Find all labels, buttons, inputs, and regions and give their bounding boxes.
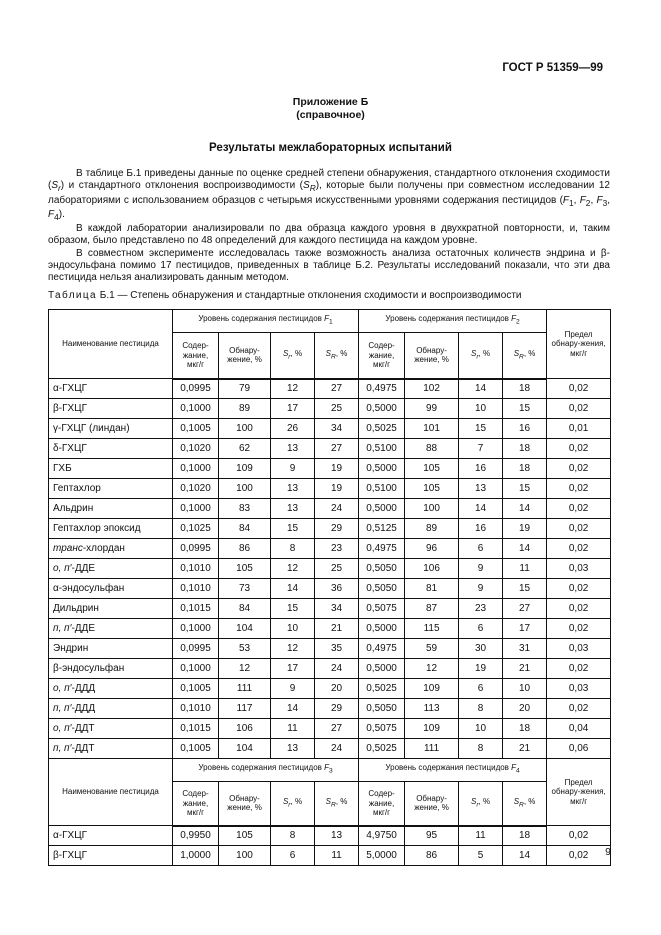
value-cell: 24: [315, 739, 359, 759]
pesticide-name-cell: α-ГХЦГ: [49, 826, 173, 846]
value-cell: 0,5100: [359, 439, 405, 459]
table-caption-text: Б.1 — Степень обнаружения и стандартные отклонения сходимости и воспроизводимости: [97, 290, 522, 301]
paragraph-1: В таблице Б.1 приведены данные по оценке средней степени обнаружения, стандартного отклонения сходимости $(S_r)$ и стандартного отклонения воспроизводимости $(S_R)$, которые были получены при совместном исследовании 12 лабораториями с использованием образцов с четырьмя искусственными уровнями содержания пестицидов ($F_1$, $F_2$, $F_3$, $F_4$).: [48, 168, 610, 222]
value-cell: 14: [503, 499, 547, 519]
value-cell: 0,4975: [359, 639, 405, 659]
value-cell: 27: [503, 599, 547, 619]
value-cell: 0,1000: [173, 399, 219, 419]
value-cell: 13: [271, 439, 315, 459]
value-cell: 0,1000: [173, 459, 219, 479]
value-cell: 0,02: [547, 826, 611, 846]
table-row: [49, 459, 611, 479]
value-cell: 117: [219, 699, 271, 719]
pesticide-name-cell: п, п′-ДДЕ: [49, 619, 173, 639]
value-cell: 109: [405, 719, 459, 739]
value-cell: 27: [315, 719, 359, 739]
value-cell: 83: [219, 499, 271, 519]
header-level-f4: Уровень содержания пестицидов $F_4$: [359, 759, 547, 782]
results-table: [48, 309, 611, 866]
value-cell: 13: [271, 499, 315, 519]
value-cell: 13: [315, 826, 359, 846]
value-cell: 0,02: [547, 659, 611, 679]
value-cell: 0,1020: [173, 479, 219, 499]
value-cell: 0,02: [547, 699, 611, 719]
value-cell: 0,02: [547, 539, 611, 559]
value-cell: 0,1000: [173, 499, 219, 519]
header-detection-limit: Предел обнару-жения, мкг/г: [547, 310, 611, 379]
value-cell: 24: [315, 499, 359, 519]
value-cell: 0,5025: [359, 739, 405, 759]
value-cell: 14: [459, 499, 503, 519]
value-cell: 1,0000: [173, 846, 219, 866]
value-cell: 100: [219, 846, 271, 866]
value-cell: 81: [405, 579, 459, 599]
pesticide-name-cell: γ-ГХЦГ (линдан): [49, 419, 173, 439]
value-cell: 12: [271, 559, 315, 579]
value-cell: 0,5000: [359, 619, 405, 639]
value-cell: 0,4975: [359, 379, 405, 399]
value-cell: 0,1000: [173, 619, 219, 639]
value-cell: 0,5050: [359, 559, 405, 579]
header-SR: $S_R$, %: [503, 333, 547, 379]
table-row: [49, 539, 611, 559]
value-cell: 14: [503, 539, 547, 559]
value-cell: 0,1005: [173, 739, 219, 759]
pesticide-name-cell: α-эндосульфан: [49, 579, 173, 599]
value-cell: 59: [405, 639, 459, 659]
value-cell: 89: [219, 399, 271, 419]
value-cell: 0,1010: [173, 559, 219, 579]
table-row: [49, 579, 611, 599]
header-detection: Обнару-жение, %: [405, 782, 459, 826]
value-cell: 6: [459, 539, 503, 559]
value-cell: 100: [405, 499, 459, 519]
value-cell: 89: [405, 519, 459, 539]
value-cell: 106: [405, 559, 459, 579]
header-sr: $S_r$, %: [271, 782, 315, 826]
value-cell: 0,02: [547, 619, 611, 639]
value-cell: 0,06: [547, 739, 611, 759]
appendix-title: Приложение Б: [292, 96, 369, 108]
value-cell: 0,0995: [173, 379, 219, 399]
pesticide-name-cell: п, п′-ДДТ: [49, 739, 173, 759]
pesticide-name-cell: Эндрин: [49, 639, 173, 659]
value-cell: 34: [315, 419, 359, 439]
value-cell: 0,0995: [173, 639, 219, 659]
value-cell: 9: [459, 579, 503, 599]
value-cell: 26: [271, 419, 315, 439]
header-sr: $S_r$, %: [271, 333, 315, 379]
value-cell: 84: [219, 519, 271, 539]
value-cell: 12: [219, 659, 271, 679]
value-cell: 84: [219, 599, 271, 619]
pesticide-name-cell: о, п′-ДДД: [49, 679, 173, 699]
table-row: [49, 599, 611, 619]
value-cell: 0,02: [547, 479, 611, 499]
value-cell: 10: [459, 399, 503, 419]
value-cell: 10: [459, 719, 503, 739]
value-cell: 9: [271, 459, 315, 479]
value-cell: 0,5025: [359, 419, 405, 439]
value-cell: 0,02: [547, 379, 611, 399]
value-cell: 86: [405, 846, 459, 866]
value-cell: 6: [271, 846, 315, 866]
table-row: [49, 719, 611, 739]
paragraph-3: В совместном эксперименте исследовалась также возможность анализа остаточных количеств эндрина и β-эндосульфана помимо 17 пестицидов, приведенных в таблице Б.2. Результаты исследований показали, что эти два пестицида нельзя анализировать данным методом.: [48, 247, 610, 284]
header-content: Содер-жание, мкг/г: [173, 782, 219, 826]
table-row: [49, 439, 611, 459]
value-cell: 109: [405, 679, 459, 699]
pesticide-name-cell: о, п′-ДДТ: [49, 719, 173, 739]
value-cell: 12: [271, 639, 315, 659]
value-cell: 6: [459, 619, 503, 639]
value-cell: 86: [219, 539, 271, 559]
value-cell: 95: [405, 826, 459, 846]
value-cell: 113: [405, 699, 459, 719]
value-cell: 0,02: [547, 499, 611, 519]
header-SR: $S_R$, %: [315, 333, 359, 379]
header-detection: Обнару-жение, %: [405, 333, 459, 379]
value-cell: 0,03: [547, 639, 611, 659]
value-cell: 27: [315, 439, 359, 459]
value-cell: 14: [271, 579, 315, 599]
value-cell: 0,1000: [173, 659, 219, 679]
value-cell: 11: [315, 846, 359, 866]
table-row: [49, 499, 611, 519]
value-cell: 21: [503, 739, 547, 759]
value-cell: 0,02: [547, 846, 611, 866]
value-cell: 18: [503, 719, 547, 739]
pesticide-name-cell: β-ГХЦГ: [49, 846, 173, 866]
value-cell: 105: [405, 479, 459, 499]
value-cell: 19: [503, 519, 547, 539]
value-cell: 0,1005: [173, 679, 219, 699]
value-cell: 19: [315, 459, 359, 479]
table-row: [49, 619, 611, 639]
value-cell: 34: [315, 599, 359, 619]
value-cell: 111: [219, 679, 271, 699]
value-cell: 5,0000: [359, 846, 405, 866]
value-cell: 111: [405, 739, 459, 759]
value-cell: 15: [503, 579, 547, 599]
value-cell: 105: [219, 826, 271, 846]
value-cell: 100: [219, 479, 271, 499]
value-cell: 19: [315, 479, 359, 499]
table-row: [49, 826, 611, 846]
pesticide-name-cell: Гептахлор эпоксид: [49, 519, 173, 539]
value-cell: 13: [271, 739, 315, 759]
value-cell: 0,9950: [173, 826, 219, 846]
value-cell: 25: [315, 399, 359, 419]
value-cell: 96: [405, 539, 459, 559]
table-row: [49, 419, 611, 439]
value-cell: 0,1025: [173, 519, 219, 539]
header-level-f1: Уровень содержания пестицидов $F_1$: [173, 310, 359, 333]
table-row: [49, 379, 611, 399]
value-cell: 100: [219, 419, 271, 439]
table-subheader-f3-f4: [49, 759, 611, 826]
value-cell: 9: [459, 559, 503, 579]
table-row: [49, 699, 611, 719]
table-row: [49, 846, 611, 866]
value-cell: 20: [503, 699, 547, 719]
value-cell: 0,5000: [359, 459, 405, 479]
value-cell: 0,5050: [359, 579, 405, 599]
value-cell: 27: [315, 379, 359, 399]
table-row: [49, 559, 611, 579]
value-cell: 105: [405, 459, 459, 479]
header-detection: Обнару-жение, %: [219, 333, 271, 379]
value-cell: 8: [459, 699, 503, 719]
value-cell: 14: [459, 379, 503, 399]
value-cell: 35: [315, 639, 359, 659]
paragraph-2: В каждой лаборатории анализировали по два образца каждого уровня в двухкратной повторности, и, таким образом, было представлено по 48 определений для каждого пестицида на каждом уровне.: [48, 223, 610, 247]
value-cell: 0,03: [547, 679, 611, 699]
pesticide-name-cell: транс-хлордан: [49, 539, 173, 559]
body-text: [48, 168, 610, 285]
value-cell: 0,5000: [359, 659, 405, 679]
value-cell: 0,1010: [173, 699, 219, 719]
value-cell: 29: [315, 519, 359, 539]
table-caption-label: Таблица: [48, 290, 98, 301]
value-cell: 14: [271, 699, 315, 719]
header-SR: $S_R$, %: [315, 782, 359, 826]
value-cell: 18: [503, 826, 547, 846]
value-cell: 0,02: [547, 579, 611, 599]
header-pesticide-name: Наименование пестицида: [49, 310, 173, 379]
table-row: [49, 639, 611, 659]
value-cell: 11: [503, 559, 547, 579]
value-cell: 9: [271, 679, 315, 699]
value-cell: 0,5075: [359, 599, 405, 619]
value-cell: 0,5075: [359, 719, 405, 739]
value-cell: 24: [315, 659, 359, 679]
value-cell: 21: [315, 619, 359, 639]
pesticide-name-cell: β-ГХЦГ: [49, 399, 173, 419]
value-cell: 16: [459, 519, 503, 539]
value-cell: 11: [271, 719, 315, 739]
value-cell: 73: [219, 579, 271, 599]
value-cell: 0,4975: [359, 539, 405, 559]
header-pesticide-name: Наименование пестицида: [49, 759, 173, 826]
value-cell: 79: [219, 379, 271, 399]
value-cell: 25: [315, 559, 359, 579]
value-cell: 0,04: [547, 719, 611, 739]
value-cell: 8: [271, 826, 315, 846]
header-SR: $S_R$, %: [503, 782, 547, 826]
value-cell: 4,9750: [359, 826, 405, 846]
pesticide-name-cell: δ-ГХЦГ: [49, 439, 173, 459]
header-sr: $S_r$, %: [459, 333, 503, 379]
value-cell: 10: [503, 679, 547, 699]
value-cell: 17: [271, 399, 315, 419]
value-cell: 0,5100: [359, 479, 405, 499]
value-cell: 0,02: [547, 599, 611, 619]
pesticide-name-cell: Альдрин: [49, 499, 173, 519]
header-level-f2: Уровень содержания пестицидов $F_2$: [359, 310, 547, 333]
value-cell: 21: [503, 659, 547, 679]
pesticide-name-cell: β-эндосульфан: [49, 659, 173, 679]
value-cell: 0,1005: [173, 419, 219, 439]
value-cell: 15: [503, 399, 547, 419]
value-cell: 31: [503, 639, 547, 659]
header-content: Содер-жание, мкг/г: [173, 333, 219, 379]
value-cell: 5: [459, 846, 503, 866]
value-cell: 105: [219, 559, 271, 579]
table-body-f3-f4: [49, 826, 611, 866]
header-level-f3: Уровень содержания пестицидов $F_3$: [173, 759, 359, 782]
value-cell: 0,5050: [359, 699, 405, 719]
value-cell: 0,02: [547, 439, 611, 459]
table-caption: [48, 290, 522, 301]
table-row: [49, 739, 611, 759]
value-cell: 12: [271, 379, 315, 399]
header-detection: Обнару-жение, %: [219, 782, 271, 826]
value-cell: 14: [503, 846, 547, 866]
value-cell: 15: [271, 599, 315, 619]
value-cell: 104: [219, 739, 271, 759]
value-cell: 0,5125: [359, 519, 405, 539]
table-row: [49, 399, 611, 419]
value-cell: 104: [219, 619, 271, 639]
pesticide-name-cell: ГХБ: [49, 459, 173, 479]
value-cell: 18: [503, 459, 547, 479]
value-cell: 0,1020: [173, 439, 219, 459]
value-cell: 6: [459, 679, 503, 699]
value-cell: 18: [503, 439, 547, 459]
value-cell: 18: [503, 379, 547, 399]
header-content: Содер-жание, мкг/г: [359, 333, 405, 379]
value-cell: 0,03: [547, 559, 611, 579]
value-cell: 23: [459, 599, 503, 619]
table-body-f1-f2: [49, 379, 611, 759]
pesticide-name-cell: α-ГХЦГ: [49, 379, 173, 399]
value-cell: 0,01: [547, 419, 611, 439]
value-cell: 0,5025: [359, 679, 405, 699]
page-number: 9: [605, 846, 611, 858]
value-cell: 106: [219, 719, 271, 739]
value-cell: 30: [459, 639, 503, 659]
header-detection-limit: Предел обнару-жения, мкг/г: [547, 759, 611, 826]
value-cell: 12: [405, 659, 459, 679]
table-row: [49, 659, 611, 679]
document-header: ГОСТ Р 51359—99: [502, 62, 603, 74]
value-cell: 53: [219, 639, 271, 659]
pesticide-name-cell: п, п′-ДДД: [49, 699, 173, 719]
value-cell: 0,02: [547, 519, 611, 539]
value-cell: 88: [405, 439, 459, 459]
pesticide-name-cell: Дильдрин: [49, 599, 173, 619]
value-cell: 16: [503, 419, 547, 439]
value-cell: 102: [405, 379, 459, 399]
header-sr: $S_r$, %: [459, 782, 503, 826]
value-cell: 0,1015: [173, 599, 219, 619]
value-cell: 13: [459, 479, 503, 499]
value-cell: 15: [503, 479, 547, 499]
value-cell: 15: [271, 519, 315, 539]
table-row: [49, 479, 611, 499]
value-cell: 16: [459, 459, 503, 479]
value-cell: 36: [315, 579, 359, 599]
value-cell: 15: [459, 419, 503, 439]
value-cell: 0,5000: [359, 399, 405, 419]
table-row: [49, 519, 611, 539]
value-cell: 0,02: [547, 399, 611, 419]
value-cell: 19: [459, 659, 503, 679]
table-row: [49, 679, 611, 699]
value-cell: 23: [315, 539, 359, 559]
value-cell: 0,02: [547, 459, 611, 479]
value-cell: 109: [219, 459, 271, 479]
value-cell: 13: [271, 479, 315, 499]
value-cell: 20: [315, 679, 359, 699]
value-cell: 11: [459, 826, 503, 846]
value-cell: 10: [271, 619, 315, 639]
value-cell: 0,0995: [173, 539, 219, 559]
value-cell: 62: [219, 439, 271, 459]
header-content: Содер-жание, мкг/г: [359, 782, 405, 826]
value-cell: 17: [271, 659, 315, 679]
appendix-subtitle: (справочное): [296, 109, 365, 121]
value-cell: 101: [405, 419, 459, 439]
value-cell: 8: [459, 739, 503, 759]
section-title: Результаты межлабораторных испытаний: [209, 142, 452, 154]
pesticide-name-cell: о, п′-ДДЕ: [49, 559, 173, 579]
value-cell: 115: [405, 619, 459, 639]
pesticide-name-cell: Гептахлор: [49, 479, 173, 499]
value-cell: 17: [503, 619, 547, 639]
value-cell: 99: [405, 399, 459, 419]
value-cell: 0,1015: [173, 719, 219, 739]
value-cell: 8: [271, 539, 315, 559]
appendix-heading: [0, 96, 661, 122]
value-cell: 87: [405, 599, 459, 619]
value-cell: 0,5000: [359, 499, 405, 519]
value-cell: 29: [315, 699, 359, 719]
value-cell: 0,1010: [173, 579, 219, 599]
value-cell: 7: [459, 439, 503, 459]
